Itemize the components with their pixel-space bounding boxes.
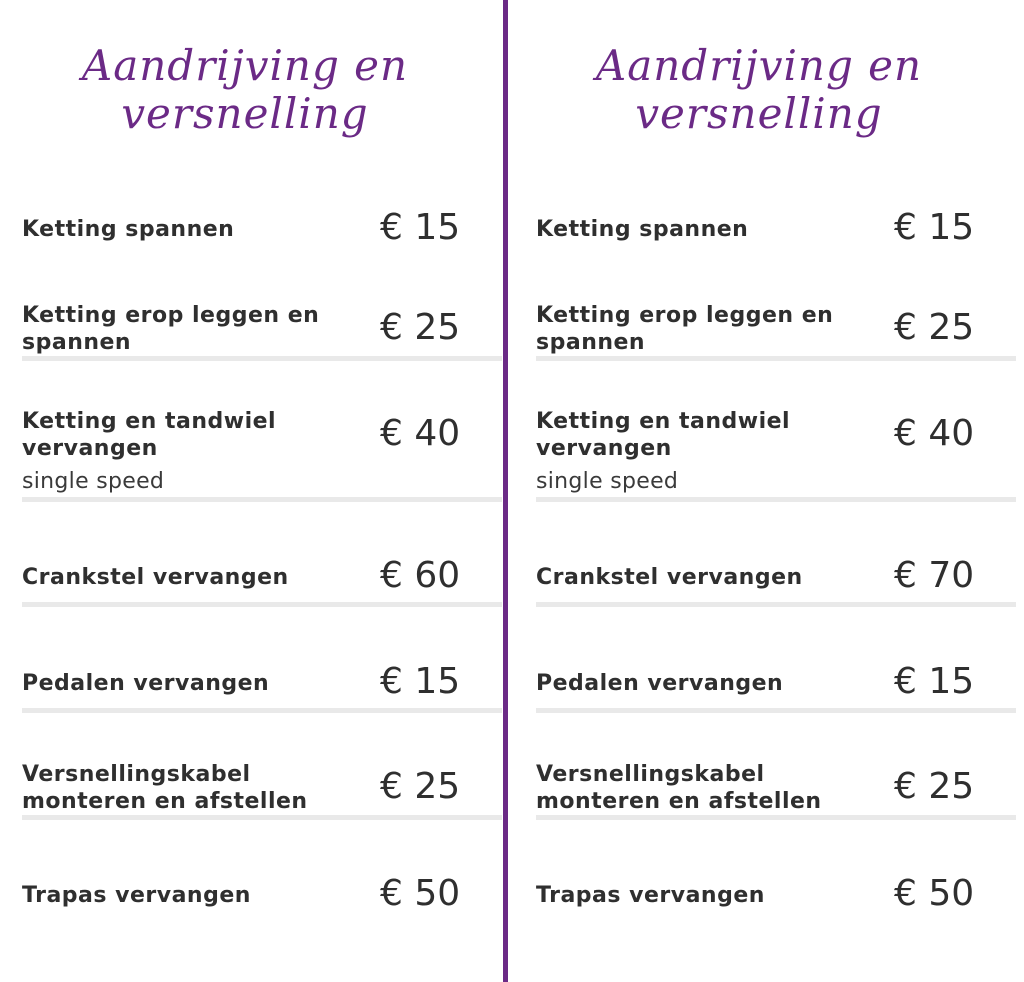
section-title xyxy=(536,42,982,138)
service-name: Crankstel vervangen xyxy=(22,565,289,590)
service-name: Pedalen vervangen xyxy=(536,671,784,696)
service-price: € 15 xyxy=(894,661,975,702)
service-name-line1: Ketting erop leggen en xyxy=(536,303,834,328)
price-column-left xyxy=(22,0,502,982)
service-price: € 25 xyxy=(894,766,975,807)
service-price: € 15 xyxy=(894,207,975,248)
service-price: € 70 xyxy=(894,555,975,596)
service-price: € 25 xyxy=(894,307,975,348)
service-price: € 40 xyxy=(380,413,461,454)
service-name: Trapas vervangen xyxy=(22,883,251,908)
service-name: Pedalen vervangen xyxy=(22,671,270,696)
service-price: € 25 xyxy=(380,307,461,348)
service-price: € 25 xyxy=(380,766,461,807)
section-title-line2: versnelling xyxy=(121,89,369,138)
service-note: single speed xyxy=(22,469,165,494)
service-name: Crankstel vervangen xyxy=(536,565,803,590)
service-name-line2: spannen xyxy=(22,330,132,355)
service-name-line2: spannen xyxy=(536,330,646,355)
price-column-right xyxy=(536,0,1016,982)
row-divider xyxy=(22,815,502,820)
service-price: € 40 xyxy=(894,413,975,454)
service-price: € 15 xyxy=(380,207,461,248)
service-name-line2: vervangen xyxy=(536,436,672,461)
service-price: € 60 xyxy=(380,555,461,596)
row-divider xyxy=(536,815,1016,820)
service-price: € 50 xyxy=(380,873,461,914)
section-title-line1: Aandrijving en xyxy=(595,41,923,90)
row-divider xyxy=(22,356,502,361)
service-name-line2: vervangen xyxy=(22,436,158,461)
service-name-line1: Ketting en tandwiel xyxy=(536,409,791,434)
row-divider xyxy=(536,708,1016,713)
section-title xyxy=(22,42,468,138)
section-title-line1: Aandrijving en xyxy=(81,41,409,90)
service-name: Trapas vervangen xyxy=(536,883,765,908)
service-price: € 15 xyxy=(380,661,461,702)
service-name-line1: Versnellingskabel xyxy=(536,762,765,787)
row-divider xyxy=(536,602,1016,607)
service-name: Ketting spannen xyxy=(536,217,749,242)
row-divider xyxy=(536,497,1016,502)
row-divider xyxy=(22,497,502,502)
service-name-line2: monteren en afstellen xyxy=(22,789,308,814)
service-name-line1: Ketting en tandwiel xyxy=(22,409,277,434)
service-note: single speed xyxy=(536,469,679,494)
service-name-line1: Versnellingskabel xyxy=(22,762,251,787)
row-divider xyxy=(22,708,502,713)
section-title-line2: versnelling xyxy=(635,89,883,138)
service-name-line1: Ketting erop leggen en xyxy=(22,303,320,328)
service-name-line2: monteren en afstellen xyxy=(536,789,822,814)
service-price: € 50 xyxy=(894,873,975,914)
service-name: Ketting spannen xyxy=(22,217,235,242)
row-divider xyxy=(536,356,1016,361)
row-divider xyxy=(22,602,502,607)
column-divider xyxy=(503,0,508,982)
